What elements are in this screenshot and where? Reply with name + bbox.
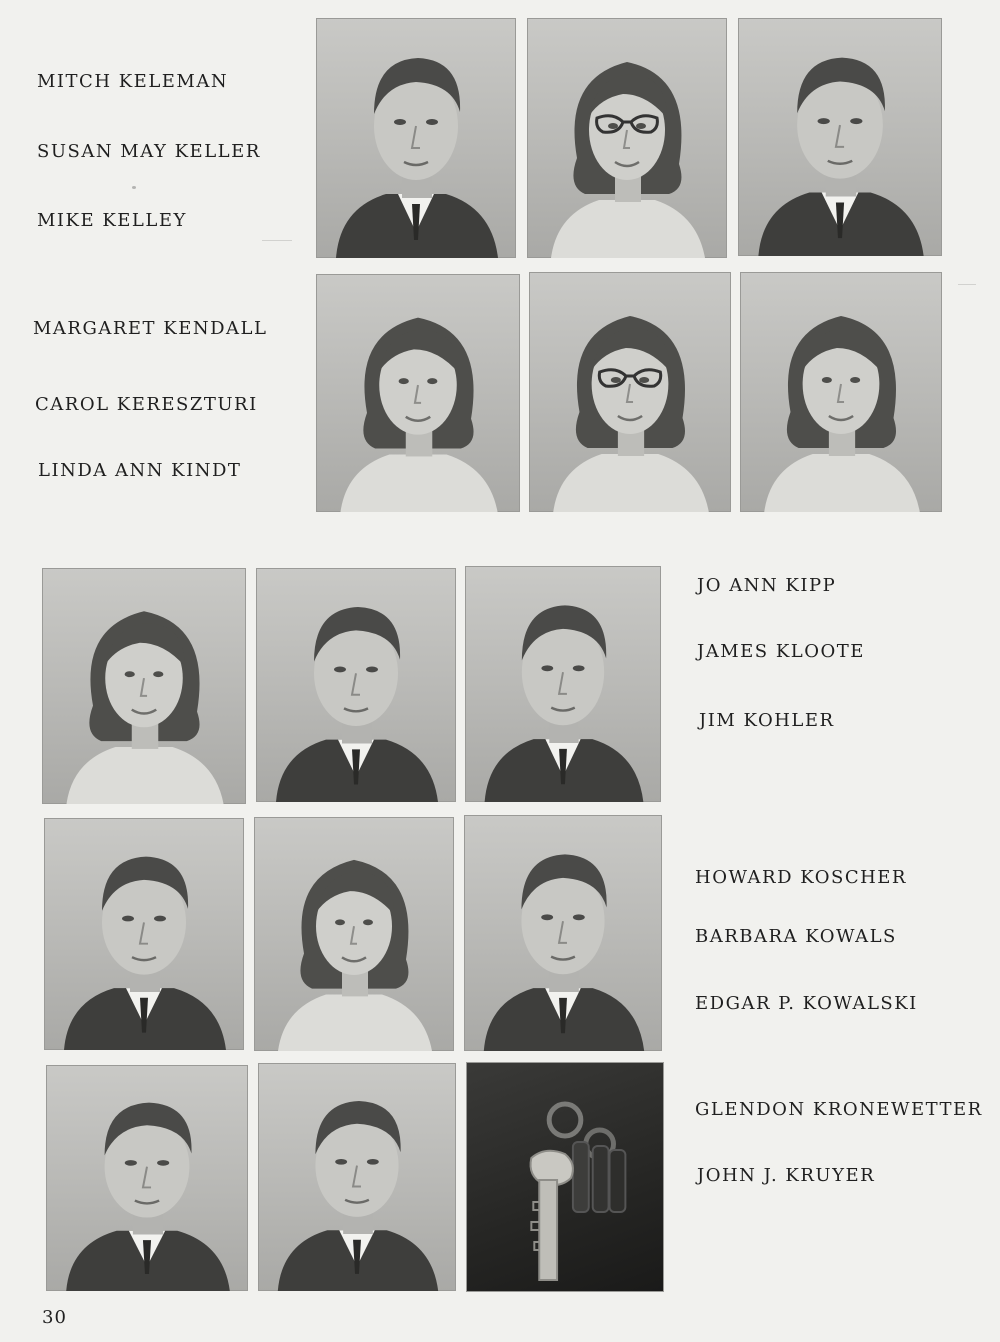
portrait-male-icon bbox=[738, 18, 942, 256]
portrait-female-glasses-icon bbox=[527, 18, 727, 258]
student-name: EDGAR P. KOWALSKI bbox=[695, 993, 918, 1014]
student-name: JO ANN KIPP bbox=[697, 575, 837, 596]
student-name: GLENDON KRONEWETTER bbox=[695, 1099, 983, 1120]
student-photo bbox=[316, 18, 516, 258]
student-name: LINDA ANN KINDT bbox=[38, 460, 242, 481]
student-name: MIKE KELLEY bbox=[37, 210, 187, 231]
student-name: BARBARA KOWALS bbox=[695, 926, 897, 947]
portrait-male-icon bbox=[316, 18, 516, 258]
student-photo bbox=[256, 568, 456, 802]
portrait-female-icon bbox=[254, 817, 454, 1051]
student-name: SUSAN MAY KELLER bbox=[37, 141, 261, 162]
student-photo bbox=[464, 815, 662, 1051]
portrait-male-icon bbox=[465, 566, 661, 802]
student-name: MITCH KELEMAN bbox=[37, 71, 229, 92]
keys-photo-icon bbox=[466, 1062, 664, 1292]
portrait-male-icon bbox=[256, 568, 456, 802]
print-speck bbox=[262, 240, 292, 241]
student-photo bbox=[465, 566, 661, 802]
student-name: JOHN J. KRUYER bbox=[697, 1165, 876, 1186]
student-name: JAMES KLOOTE bbox=[697, 641, 865, 662]
portrait-female-icon bbox=[740, 272, 942, 512]
portrait-female-icon bbox=[42, 568, 246, 804]
student-photo bbox=[529, 272, 731, 512]
student-name: HOWARD KOSCHER bbox=[695, 867, 907, 888]
student-name: MARGARET KENDALL bbox=[33, 318, 268, 339]
portrait-male-icon bbox=[464, 815, 662, 1051]
keys-photo bbox=[466, 1062, 664, 1292]
student-photo bbox=[258, 1063, 456, 1291]
student-name: JIM KOHLER bbox=[699, 710, 835, 731]
student-name: CAROL KERESZTURI bbox=[35, 394, 258, 415]
student-photo bbox=[46, 1065, 248, 1291]
portrait-male-icon bbox=[46, 1065, 248, 1291]
portrait-female-glasses-icon bbox=[529, 272, 731, 512]
student-photo bbox=[44, 818, 244, 1050]
print-speck bbox=[958, 284, 976, 285]
student-photo bbox=[527, 18, 727, 258]
student-photo bbox=[740, 272, 942, 512]
student-photo bbox=[738, 18, 942, 256]
portrait-male-icon bbox=[258, 1063, 456, 1291]
student-photo bbox=[254, 817, 454, 1051]
student-photo bbox=[316, 274, 520, 512]
print-speck bbox=[132, 186, 136, 189]
portrait-female-icon bbox=[316, 274, 520, 512]
page-number: 30 bbox=[42, 1307, 67, 1328]
student-photo bbox=[42, 568, 246, 804]
portrait-male-icon bbox=[44, 818, 244, 1050]
